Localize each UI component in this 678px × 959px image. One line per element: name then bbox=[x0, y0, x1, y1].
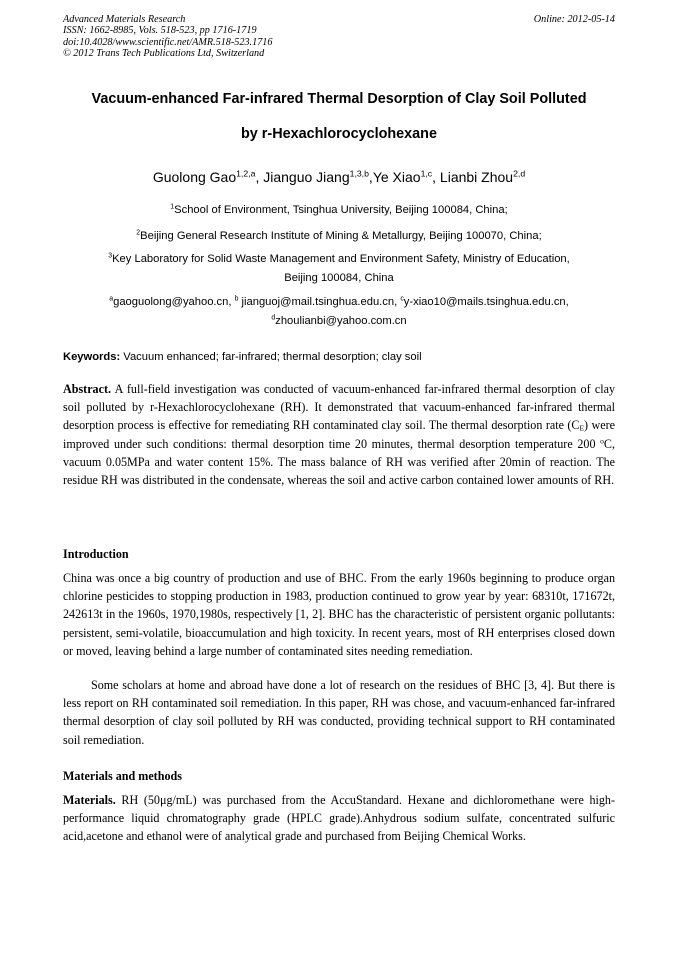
keywords-text: Vacuum enhanced; far-infrared; thermal desorption; clay soil bbox=[120, 351, 422, 363]
section-heading-methods: Materials and methods bbox=[63, 769, 182, 783]
email-link[interactable]: gaoguolong@yahoo.cn, bbox=[113, 296, 235, 308]
title-line-1: Vacuum-enhanced Far-infrared Thermal Desorption of Clay Soil Polluted bbox=[91, 91, 587, 107]
email-link[interactable]: y-xiao10@mails.tsinghua.edu.cn, bbox=[403, 296, 569, 308]
abstract-label: Abstract. bbox=[63, 382, 112, 396]
journal-header bbox=[63, 14, 615, 59]
abstract-text: A full-field investigation was conducted of vacuum-enhanced far-infrared thermal desorption of clay soil polluted by r-Hexachlorocyclohexane (RH). It demonstrated that vacuum-enhanced far-infrared thermal desorption process is effective for remediating RH contaminated clay soil. The thermal desorption rate (C bbox=[63, 382, 615, 433]
affiliation-text: Key Laboratory for Solid Waste Management and Environment Safety, Ministry of Education, bbox=[112, 253, 570, 265]
email-link[interactable]: jianguoj@mail.tsinghua.edu.cn, bbox=[238, 296, 401, 308]
author-name: Ye Xiao bbox=[372, 169, 421, 185]
author-name: Jianguo Jiang bbox=[263, 169, 350, 185]
email-mark: d bbox=[271, 314, 276, 322]
abstract-superscript: o bbox=[600, 435, 604, 445]
introduction-paragraph-2: Some scholars at home and abroad have done a lot of research on the residues of BHC [3, 4]. But there is less report on RH contaminated soil remediation. In this paper, RH was chose, and vacuum-enhanced far-infrared thermal desorption of clay soil polluted by RH was conducted, providing technical support to RH contaminated soil remediation. bbox=[63, 678, 615, 747]
journal-doi: doi:10.4028/www.scientific.net/AMR.518-523.1716 bbox=[63, 36, 273, 48]
title-line-2: by r-Hexachlorocyclohexane bbox=[241, 126, 437, 142]
materials-paragraph bbox=[63, 791, 615, 846]
keywords-label: Keywords: bbox=[63, 351, 121, 363]
author-name: Guolong Gao bbox=[152, 169, 237, 185]
email-mark: c bbox=[400, 295, 404, 303]
email-link[interactable]: zhoulianbi@yahoo.com.cn bbox=[275, 315, 407, 327]
introduction-paragraph-1: China was once a big country of production and use of BHC. From the early 1960s beginning to produce organ chlorine pesticides to stopping production in 1983, production continued to grow year by year: 68310t, 171672t, 242613t in the 1960s, 1970,1980s, respectively [1, 2]. BHC has the characteristic of persistent organic pollutants: persistent, semi-volatile, bioaccumulation and high toxicity. In recent years, most of RH enterprises closed down or moved, leaving behind a large number of contaminated sites needing remediation. bbox=[63, 571, 615, 658]
abstract bbox=[63, 380, 615, 489]
journal-name: Advanced Materials Research bbox=[63, 14, 186, 25]
section-heading-introduction: Introduction bbox=[63, 547, 129, 561]
journal-issn: ISSN: 1662-8985, Vols. 518-523, pp 1716-1719 bbox=[63, 25, 257, 37]
author-separator: , bbox=[255, 169, 264, 185]
author-affiliation-mark: 1,3,b bbox=[349, 168, 369, 179]
materials-label: Materials. bbox=[63, 793, 116, 807]
affiliation-text: Beijing General Research Institute of Mining & Metallurgy, Beijing 100070, China; bbox=[140, 230, 542, 242]
author-affiliation-mark: 1,2,a bbox=[236, 168, 256, 179]
author-affiliation-mark: 2,d bbox=[513, 168, 526, 179]
paper-title bbox=[40, 90, 638, 143]
email-mark: b bbox=[234, 295, 239, 303]
affiliation-mark: 3 bbox=[108, 252, 113, 260]
author-list bbox=[40, 168, 638, 186]
affiliation-mark: 1 bbox=[170, 203, 175, 211]
affiliation-1 bbox=[40, 201, 638, 220]
abstract-text: ) were improved under such conditions: thermal desorption time 20 minutes, thermal desorption temperature 200 bbox=[63, 418, 615, 451]
affiliation-2 bbox=[40, 227, 638, 246]
email-mark: a bbox=[109, 295, 114, 303]
author-emails bbox=[40, 293, 638, 331]
online-date: Online: 2012-05-14 bbox=[533, 14, 615, 25]
author-affiliation-mark: 1,c bbox=[420, 168, 433, 179]
author-separator: , bbox=[368, 169, 373, 185]
keywords bbox=[63, 349, 615, 365]
materials-text: RH (50μg/mL) was purchased from the AccuStandard. Hexane and dichloromethane were high-performance liquid chromatography grade (HPLC grade).Anhydrous sodium sulfate, concentrated sulfuric acid,acetone and ethanol were of analytical grade and purchased from Beijing Chemical Works. bbox=[63, 793, 615, 844]
affiliation-3 bbox=[40, 250, 638, 288]
author-name: Lianbi Zhou bbox=[439, 169, 514, 185]
author-separator: , bbox=[432, 169, 440, 185]
abstract-subscript: E bbox=[579, 423, 585, 433]
affiliation-text: Beijing 100084, China bbox=[284, 272, 394, 284]
affiliation-text: School of Environment, Tsinghua University, Beijing 100084, China; bbox=[174, 204, 508, 216]
journal-copyright: © 2012 Trans Tech Publications Ltd, Switzerland bbox=[63, 47, 265, 59]
abstract-text: C, vacuum 0.05MPa and water content 15%. The mass balance of RH was verified after 20min of reaction. The residue RH was distributed in the condensate, whereas the soil and active carbon contained lower amounts of RH. bbox=[63, 436, 615, 488]
affiliation-mark: 2 bbox=[136, 229, 141, 237]
